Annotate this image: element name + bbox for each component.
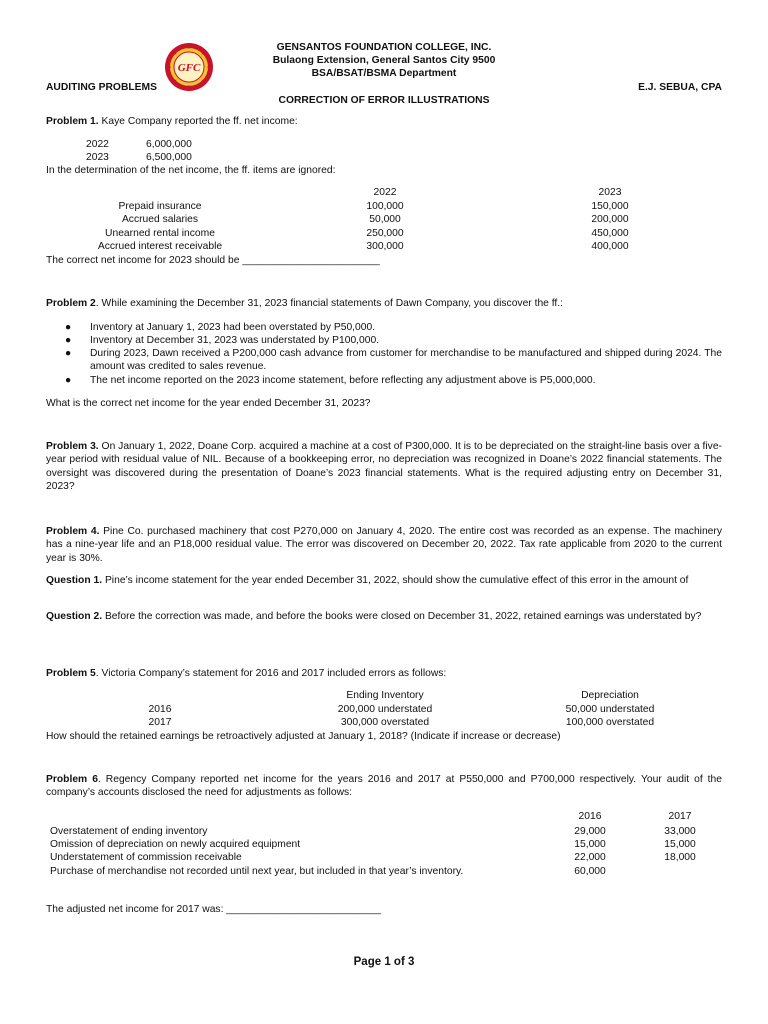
p1-income-year: 2022	[86, 139, 109, 150]
p6-item: Purchase of merchandise not recorded until next year, but included in that year’s inventory.	[50, 866, 464, 877]
page-number: Page 1 of 3	[353, 956, 415, 968]
p6-question: The adjusted net income for 2017 was: ___________________________	[46, 904, 381, 915]
p5-year: 2017	[148, 717, 172, 728]
instructor-name: E.J. SEBUA, CPA	[638, 82, 722, 93]
problem-6-intro: Problem 6. Regency Company reported net income for the years 2016 and 2017 at P550,000 and P700,000 respectively. Your audit of the company’s accounts disclosed the need for adjustments as follows:	[46, 774, 722, 799]
p1-value-2022: 300,000	[366, 241, 404, 252]
p1-item: Accrued salaries	[121, 214, 199, 225]
problem-4: Problem 4. Pine Co. purchased machinery that cost P270,000 on January 4, 2020. The entire cost was recorded as an expense. The machinery has a nine-year life and an P18,000 residual value. The error was discovered on December 20, 2022. Tax rate applicable from 2020 to the current year is 30%.	[46, 526, 722, 564]
p4-question-1: Question 1. Pine’s income statement for the year ended December 31, 2022, should show the cumulative effect of this error in the amount of	[46, 575, 689, 586]
problem-3: Problem 3. On January 1, 2022, Doane Corp. acquired a machine at a cost of P300,000. It is to be depreciated on the straight-line basis over a five-year period with residual value of NIL. Because of a bookkeeping error, no depreciation was recognized in Doane’s 2022 financial statements. The oversight was discovered during the presentation of Doane’s 2023 financial statements. What is the required adjusting entry on December 31, 2023?	[46, 441, 722, 493]
p6-value-2016: 29,000	[574, 826, 606, 837]
p1-value-2023: 400,000	[591, 241, 629, 252]
p5-col-inventory: Ending Inventory	[346, 690, 424, 701]
p5-inventory-error: 200,000 understated	[337, 704, 433, 715]
p6-value-2017: 15,000	[664, 839, 696, 850]
p1-question: The correct net income for 2023 should be ________________________	[46, 255, 380, 266]
p5-year: 2016	[148, 704, 172, 715]
p6-value-2016: 15,000	[574, 839, 606, 850]
p1-income-amount: 6,500,000	[146, 152, 192, 163]
p1-value-2023: 450,000	[591, 228, 629, 239]
p6-item: Omission of depreciation on newly acquired equipment	[50, 839, 301, 850]
p5-question: How should the retained earnings be retroactively adjusted at January 1, 2018? (Indicate if increase or decrease)	[46, 731, 561, 742]
p5-depreciation-error: 100,000 overstated	[565, 717, 655, 728]
p1-value-2022: 50,000	[369, 214, 401, 225]
p6-item: Understatement of commission receivable	[50, 852, 242, 863]
p6-col-2016: 2016	[578, 811, 602, 822]
p5-inventory-error: 300,000 overstated	[340, 717, 430, 728]
p5-depreciation-error: 50,000 understated	[565, 704, 655, 715]
p1-col-2023: 2023	[598, 187, 622, 198]
p1-value-2022: 100,000	[366, 201, 404, 212]
p1-income-amount: 6,000,000	[146, 139, 192, 150]
p2-question: What is the correct net income for the year ended December 31, 2023?	[46, 398, 371, 409]
department: BSA/BSAT/BSMA Department	[311, 68, 457, 79]
p6-value-2017: 18,000	[664, 852, 696, 863]
p1-value-2023: 150,000	[591, 201, 629, 212]
p4-question-2: Question 2. Before the correction was made, and before the books were closed on December 31, 2022, retained earnings was understated by?	[46, 611, 702, 622]
college-address: Bulaong Extension, General Santos City 9500	[272, 55, 496, 66]
problem-1-intro: Problem 1. Kaye Company reported the ff. net income:	[46, 116, 298, 127]
p6-item: Overstatement of ending inventory	[50, 826, 208, 837]
p6-col-2017: 2017	[668, 811, 692, 822]
p6-value-2017: 33,000	[664, 826, 696, 837]
p1-col-2022: 2022	[373, 187, 397, 198]
p1-income-year: 2023	[86, 152, 109, 163]
problem-5-intro: Problem 5. Victoria Company’s statement for 2016 and 2017 included errors as follows:	[46, 668, 447, 679]
p1-item: Unearned rental income	[105, 228, 215, 239]
svg-text:GFC: GFC	[177, 62, 201, 74]
p6-value-2016: 22,000	[574, 852, 606, 863]
p1-value-2023: 200,000	[591, 214, 629, 225]
p6-value-2016: 60,000	[574, 866, 606, 877]
p5-col-depreciation: Depreciation	[581, 690, 639, 701]
p1-item: Accrued interest receivable	[97, 241, 223, 252]
college-name: GENSANTOS FOUNDATION COLLEGE, INC.	[276, 42, 492, 53]
p1-value-2022: 250,000	[366, 228, 404, 239]
p1-ignored-intro: In the determination of the net income, the ff. items are ignored:	[46, 165, 336, 176]
subject-title: AUDITING PROBLEMS	[46, 82, 157, 93]
document-title: CORRECTION OF ERROR ILLUSTRATIONS	[278, 95, 490, 106]
problem-2-intro: Problem 2. While examining the December 31, 2023 financial statements of Dawn Company, you discover the ff.:	[46, 298, 564, 309]
p1-item: Prepaid insurance	[118, 201, 202, 212]
